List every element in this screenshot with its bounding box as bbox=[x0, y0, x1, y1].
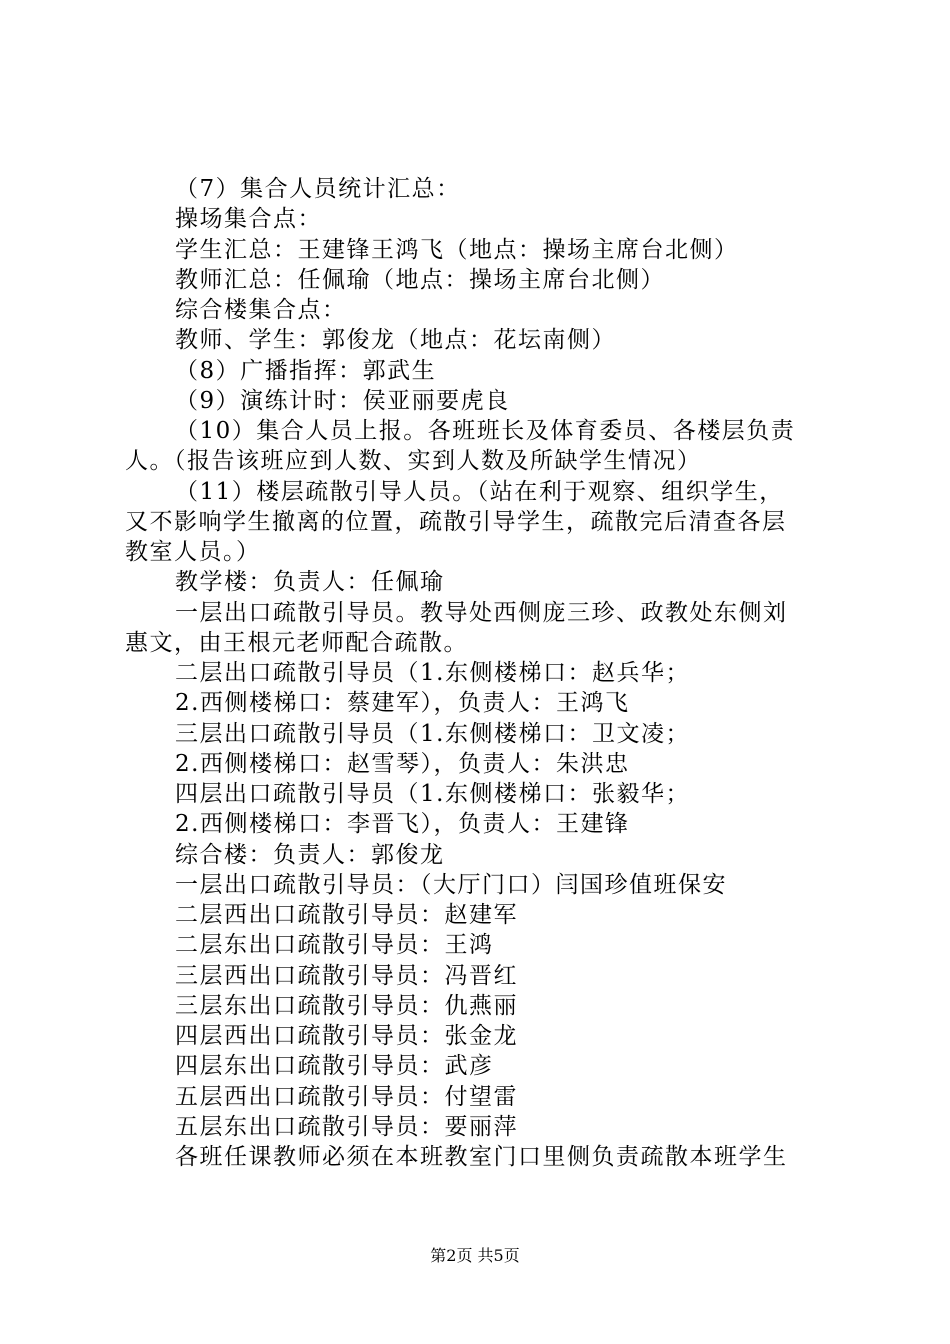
page-footer bbox=[0, 1243, 950, 1266]
text-line: 三层东出口疏散引导员：仇燕丽 bbox=[175, 992, 518, 1019]
text-line: 教学楼：负责人：任佩瑜 bbox=[175, 569, 445, 596]
text-line: 四层出口疏散引导员（1.东侧楼梯口：张毅华； bbox=[175, 781, 690, 807]
text-line: 五层东出口疏散引导员：要丽萍 bbox=[175, 1113, 518, 1140]
text-line: 一层出口疏散引导员：（大厅门口）闫国珍值班保安 bbox=[175, 871, 727, 898]
text-line: 人。（报告该班应到人数、实到人数及所缺学生情况） bbox=[125, 448, 702, 475]
text-line: 三层出口疏散引导员（1.东侧楼梯口：卫文凌； bbox=[175, 720, 690, 747]
text-line: （9）演练计时：侯亚丽要虎良 bbox=[175, 387, 510, 414]
text-line: 教师、学生：郭俊龙（地点：花坛南侧） bbox=[175, 327, 616, 354]
text-line: 教师汇总：任佩瑜（地点：操场主席台北侧） bbox=[175, 266, 665, 293]
text-line: （8）广播指挥：郭武生 bbox=[175, 357, 437, 384]
text-line: （10）集合人员上报。各班班长及体育委员、各楼层负责 bbox=[175, 418, 796, 444]
text-line: 三层西出口疏散引导员：冯晋红 bbox=[175, 962, 518, 989]
text-line: 二层西出口疏散引导员：赵建军 bbox=[175, 902, 518, 928]
text-line: 2.西侧楼梯口：蔡建军），负责人：王鸿飞 bbox=[175, 690, 630, 717]
text-line: 综合楼集合点： bbox=[175, 297, 347, 323]
text-line: 学生汇总：王建锋王鸿飞（地点：操场主席台北侧） bbox=[175, 236, 739, 263]
text-line: 2.西侧楼梯口：李晋飞），负责人：王建锋 bbox=[175, 811, 630, 838]
text-line: 惠文，由王根元老师配合疏散。 bbox=[125, 629, 468, 656]
text-line: 一层出口疏散引导员。教导处西侧庞三珍、政教处东侧刘 bbox=[175, 599, 788, 626]
text-line: 2.西侧楼梯口：赵雪琴），负责人：朱洪忠 bbox=[175, 750, 630, 777]
text-line: 四层西出口疏散引导员：张金龙 bbox=[175, 1023, 518, 1049]
document-body bbox=[125, 174, 830, 1172]
text-line: （7）集合人员统计汇总： bbox=[175, 176, 461, 202]
text-line: 二层东出口疏散引导员：王鸿 bbox=[175, 932, 494, 959]
text-line: 综合楼：负责人：郭俊龙 bbox=[175, 841, 445, 868]
text-line: 四层东出口疏散引导员：武彦 bbox=[175, 1053, 494, 1080]
text-line: （11）楼层疏散引导人员。（站在利于观察、组织学生， bbox=[175, 478, 784, 505]
text-line: 教室人员。） bbox=[125, 539, 261, 565]
text-line: 操场集合点： bbox=[175, 206, 322, 233]
page-number: 第2页 共5页 bbox=[430, 1246, 520, 1265]
text-line: 二层出口疏散引导员（1.东侧楼梯口：赵兵华； bbox=[175, 660, 690, 686]
text-line: 五层西出口疏散引导员：付望雷 bbox=[175, 1083, 518, 1110]
text-line: 各班任课教师必须在本班教室门口里侧负责疏散本班学生 bbox=[175, 1144, 788, 1170]
text-line: 又不影响学生撤离的位置，疏散引导学生，疏散完后清查各层 bbox=[125, 508, 787, 535]
